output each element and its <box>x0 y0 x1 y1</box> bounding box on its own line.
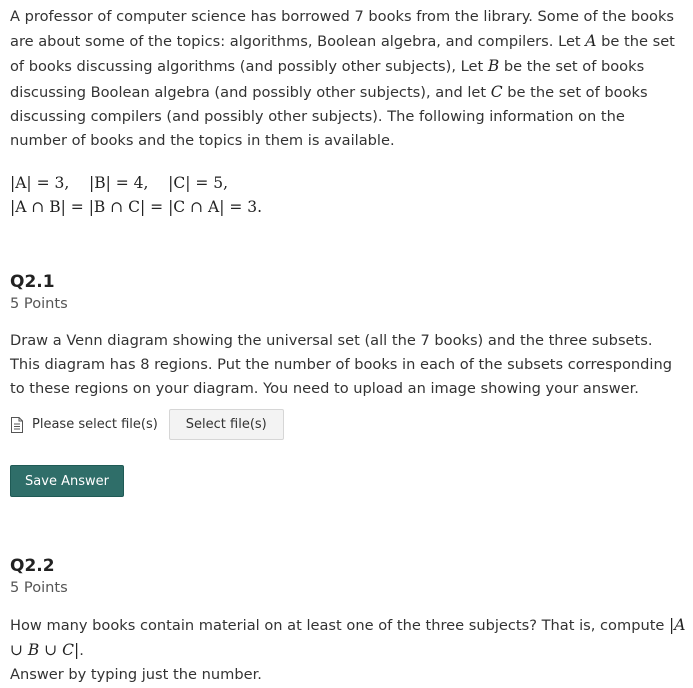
question-text-q2-2 <box>10 613 686 688</box>
question-points-q2-2: 5 Points <box>10 579 68 596</box>
set-b-symbol: B <box>487 57 500 76</box>
formula-cardinalities: |A| = 3, |B| = 4, |C| = 5, <box>10 174 229 192</box>
question-text-q2-2-instruction: Answer by typing just the number. <box>10 666 262 684</box>
intro-text-4: be the set of books discussing compilers (and possibly other subjects). The following information on the number of books and the topics in them is available. <box>10 83 648 150</box>
select-files-button[interactable]: Select file(s) <box>169 409 284 440</box>
union-expression: |A ∪ B ∪ C| <box>10 616 686 660</box>
save-answer-button[interactable]: Save Answer <box>10 465 124 497</box>
question-title-q2-1: Q2.1 <box>10 272 55 292</box>
intro-paragraph <box>10 5 686 153</box>
question-text-q2-2-part2: . <box>79 642 84 660</box>
file-upload-row <box>10 409 284 440</box>
file-select-label: Please select file(s) <box>32 417 158 432</box>
question-title-q2-2: Q2.2 <box>10 556 55 576</box>
intro-text-1: A professor of computer science has borrowed 7 books from the library. Some of the books are about some of the topics: algorithms, Boolean algebra, and compilers. Let <box>10 8 675 51</box>
question-text-q2-2-part1: How many books contain material on at least one of the three subjects? That is, compute <box>10 617 670 634</box>
set-c-symbol: C <box>490 82 503 101</box>
file-text-icon <box>10 417 24 433</box>
set-a-symbol: A <box>585 32 597 51</box>
question-points-q2-1: 5 Points <box>10 295 68 312</box>
question-text-q2-1: Draw a Venn diagram showing the universal set (all the 7 books) and the three subsets. This diagram has 8 regions. Put the number of books in each of the subsets corresponding to these regions on your diagram. You need to upload an image showing your answer. <box>10 332 672 398</box>
formula-intersections: |A ∩ B| = |B ∩ C| = |C ∩ A| = 3. <box>10 198 263 216</box>
intro-text-2: be the set of books discussing algorithms (and possibly other subjects), Let <box>10 33 675 76</box>
intro-text-3: be the set of books discussing Boolean algebra (and possibly other subjects), and let <box>10 58 645 101</box>
